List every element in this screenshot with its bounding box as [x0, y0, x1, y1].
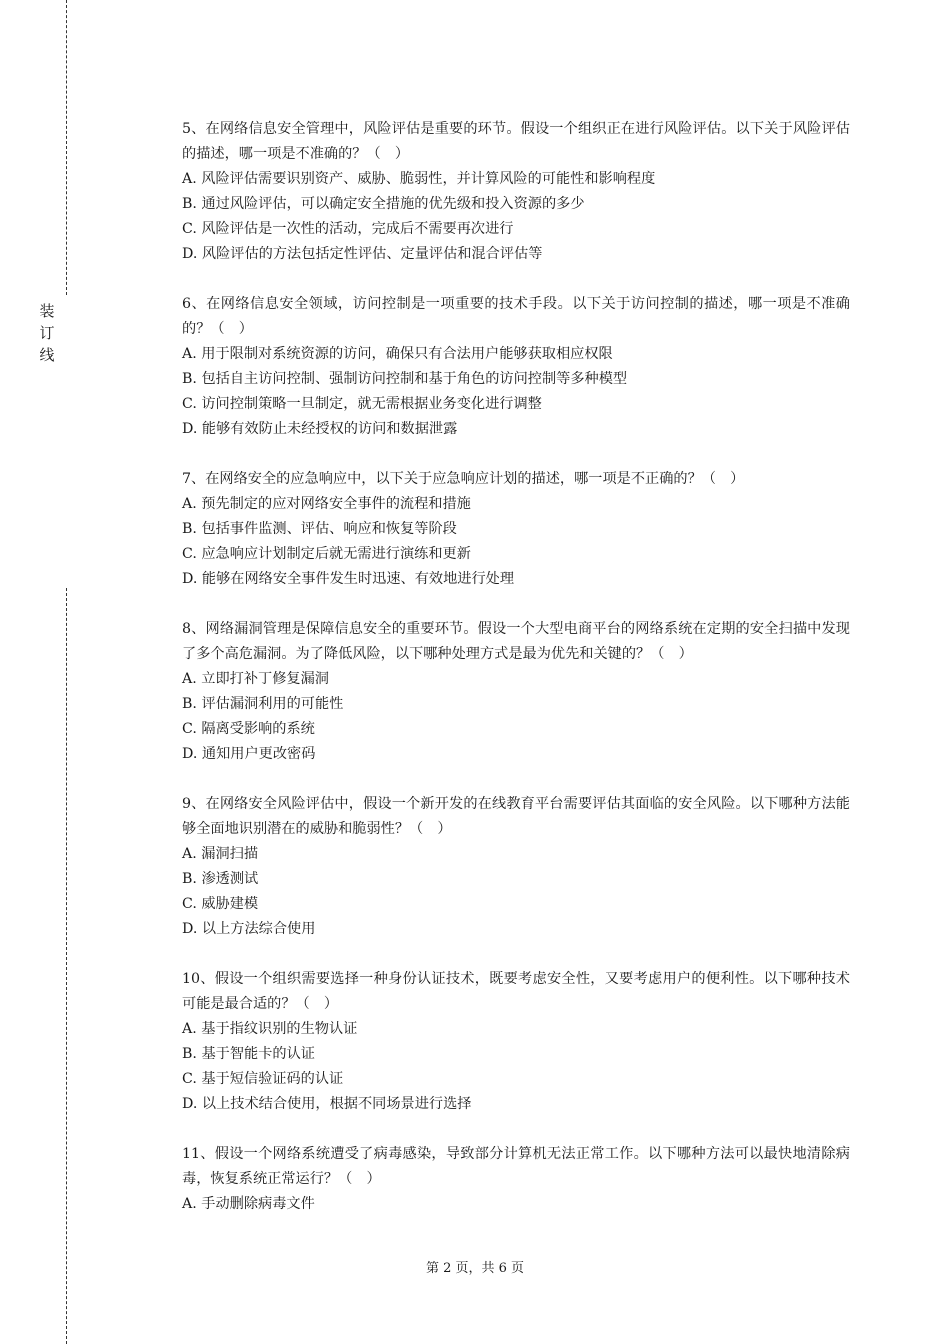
question-stem: 10、假设一个组织需要选择一种身份认证技术，既要考虑安全性，又要考虑用户的便利性。以下哪种技术可能是最合适的？（ ）: [182, 971, 850, 1012]
option-b: B. 渗透测试: [182, 871, 259, 887]
option-b: B. 通过风险评估，可以确定安全措施的优先级和投入资源的多少: [182, 196, 585, 212]
binding-label: [37, 300, 57, 366]
option-a: A. 漏洞扫描: [182, 846, 259, 862]
question-stem: 8、网络漏洞管理是保障信息安全的重要环节。假设一个大型电商平台的网络系统在定期的安全扫描中发现了多个高危漏洞。为了降低风险，以下哪种处理方式是最为优先和关键的？（ ）: [182, 621, 850, 662]
question-7: [182, 467, 850, 592]
option-d: D. 风险评估的方法包括定性评估、定量评估和混合评估等: [182, 246, 543, 262]
option-d: D. 能够在网络安全事件发生时迅速、有效地进行处理: [182, 571, 515, 587]
option-a: A. 风险评估需要识别资产、威胁、脆弱性，并计算风险的可能性和影响程度: [182, 171, 656, 187]
question-stem: 11、假设一个网络系统遭受了病毒感染，导致部分计算机无法正常工作。以下哪种方法可以最快地清除病毒，恢复系统正常运行？（ ）: [182, 1146, 850, 1187]
question-8: [182, 617, 850, 767]
question-stem: 6、在网络信息安全领域，访问控制是一项重要的技术手段。以下关于访问控制的描述，哪一项是不准确的？（ ）: [182, 296, 850, 337]
binding-dashed-line-top: [66, 0, 67, 295]
option-b: B. 包括自主访问控制、强制访问控制和基于角色的访问控制等多种模型: [182, 371, 628, 387]
option-d: D. 通知用户更改密码: [182, 746, 316, 762]
option-a: A. 手动删除病毒文件: [182, 1196, 315, 1212]
question-5: [182, 117, 850, 267]
option-a: A. 用于限制对系统资源的访问，确保只有合法用户能够获取相应权限: [182, 346, 613, 362]
question-stem: 5、在网络信息安全管理中，风险评估是重要的环节。假设一个组织正在进行风险评估。以下关于风险评估的描述，哪一项是不准确的？（ ）: [182, 121, 850, 162]
option-c: C. 风险评估是一次性的活动，完成后不需要再次进行: [182, 221, 514, 237]
option-a: A. 基于指纹识别的生物认证: [182, 1021, 358, 1037]
question-6: [182, 292, 850, 442]
binding-char: 装: [39, 302, 55, 320]
option-b: B. 包括事件监测、评估、响应和恢复等阶段: [182, 521, 457, 537]
option-c: C. 应急响应计划制定后就无需进行演练和更新: [182, 546, 471, 562]
option-d: D. 以上方法综合使用: [182, 921, 316, 937]
binding-char: 线: [39, 346, 55, 364]
question-9: [182, 792, 850, 942]
option-c: C. 隔离受影响的系统: [182, 721, 315, 737]
option-c: C. 访问控制策略一旦制定，就无需根据业务变化进行调整: [182, 396, 542, 412]
question-stem: 7、在网络安全的应急响应中，以下关于应急响应计划的描述，哪一项是不正确的？（ ）: [182, 471, 745, 487]
binding-char: 订: [39, 324, 55, 342]
question-list: [182, 117, 850, 1242]
option-b: B. 基于智能卡的认证: [182, 1046, 315, 1062]
option-a: A. 立即打补丁修复漏洞: [182, 671, 329, 687]
option-b: B. 评估漏洞利用的可能性: [182, 696, 344, 712]
question-10: [182, 967, 850, 1117]
option-d: D. 能够有效防止未经授权的访问和数据泄露: [182, 421, 458, 437]
question-11: [182, 1142, 850, 1217]
option-a: A. 预先制定的应对网络安全事件的流程和措施: [182, 496, 471, 512]
page-footer: 第 2 页，共 6 页: [425, 1261, 525, 1276]
question-stem: 9、在网络安全风险评估中，假设一个新开发的在线教育平台需要评估其面临的安全风险。以下哪种方法能够全面地识别潜在的威胁和脆弱性？（ ）: [182, 796, 850, 837]
option-c: C. 基于短信验证码的认证: [182, 1071, 344, 1087]
binding-dashed-line-bottom: [66, 588, 67, 1344]
option-c: C. 威胁建模: [182, 896, 259, 912]
option-d: D. 以上技术结合使用，根据不同场景进行选择: [182, 1096, 472, 1112]
